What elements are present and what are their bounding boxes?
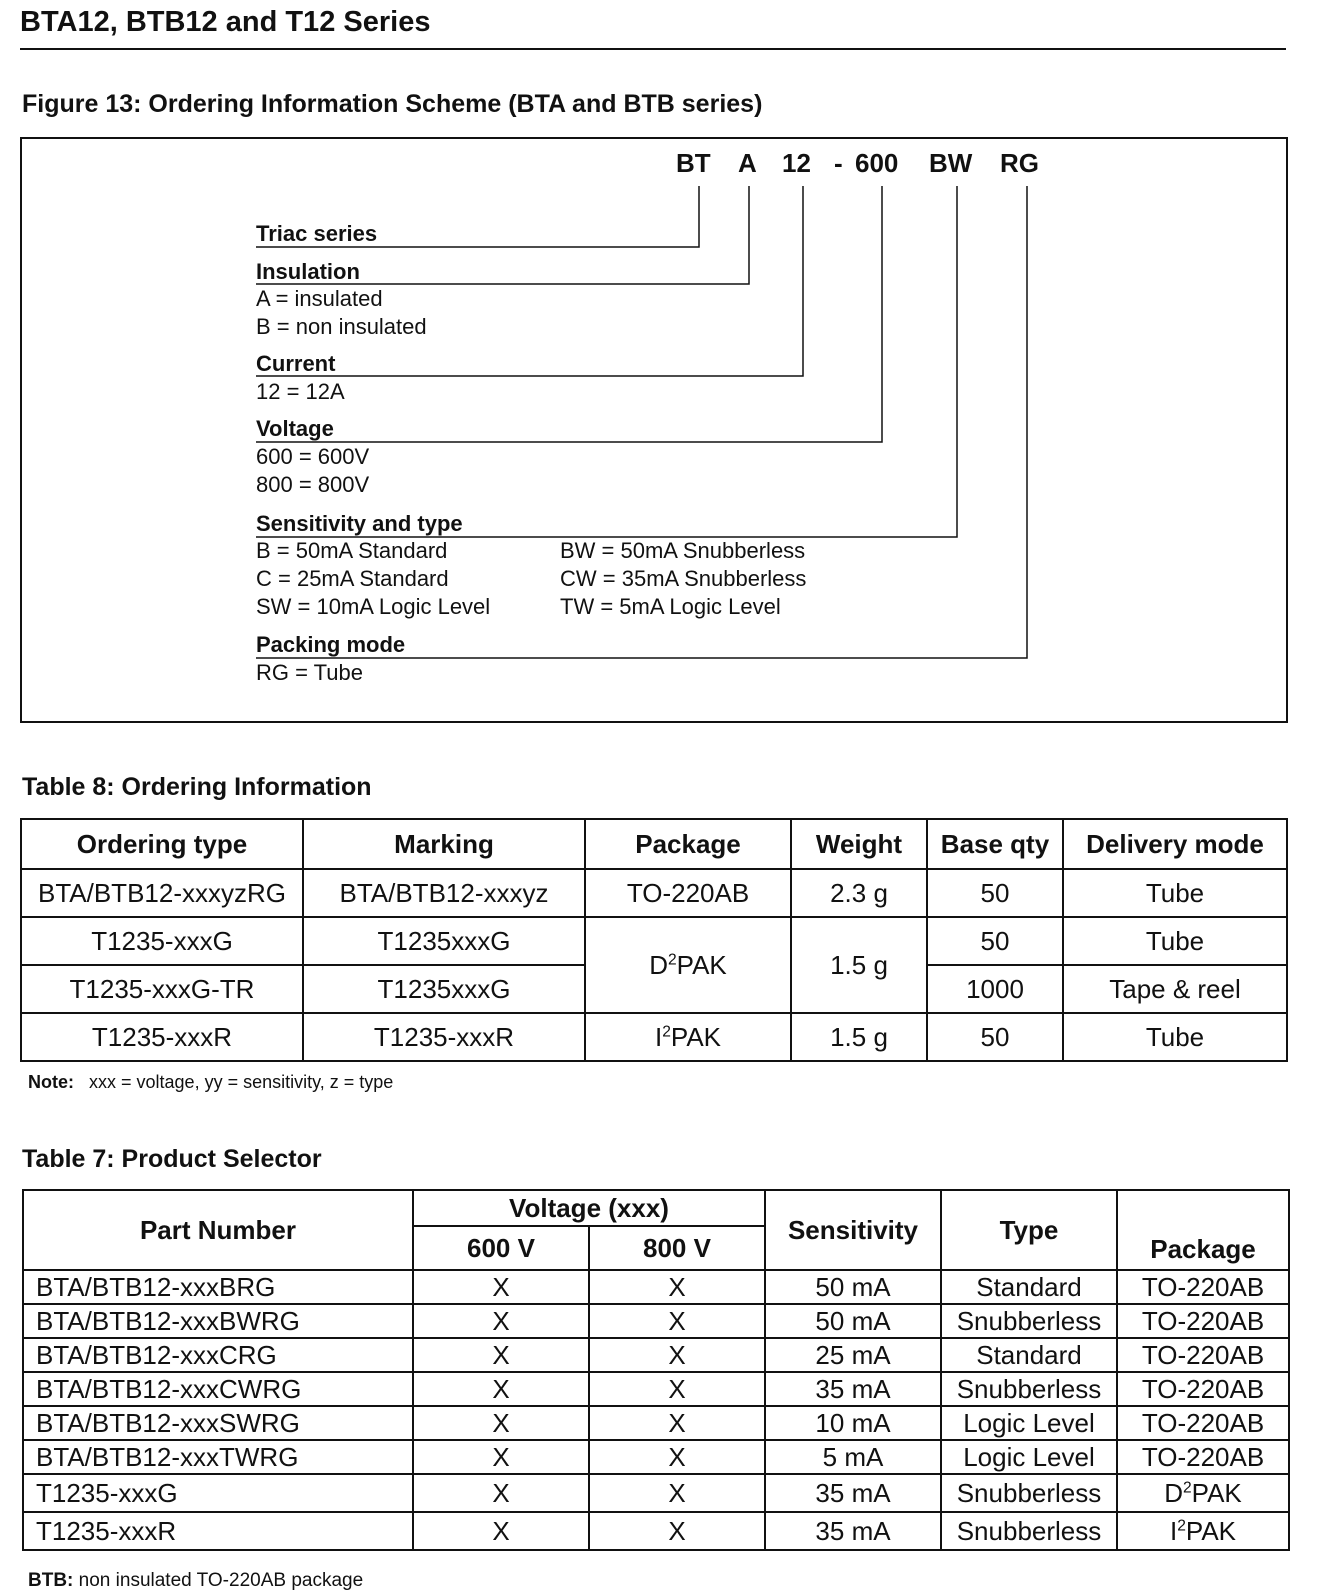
cell-type: Standard xyxy=(941,1270,1117,1304)
cell-600v: X xyxy=(413,1338,589,1372)
label-packing-mode: Packing mode xyxy=(256,632,406,657)
cell-part-number: BTA/BTB12-xxxBRG xyxy=(23,1270,413,1304)
cell-base-qty: 50 xyxy=(927,917,1063,965)
package-superscript: 2 xyxy=(667,951,677,969)
cell-type: Snubberless xyxy=(941,1372,1117,1406)
cell-600v: X xyxy=(413,1372,589,1406)
cell-part-number: BTA/BTB12-xxxTWRG xyxy=(23,1440,413,1474)
table-row xyxy=(21,917,1287,965)
package-text: PAK xyxy=(676,949,727,980)
col-weight: Weight xyxy=(791,819,927,869)
cell-delivery-mode: Tube xyxy=(1063,1013,1287,1061)
package-superscript: 2 xyxy=(1177,1517,1186,1535)
code-rg: RG xyxy=(1000,148,1039,178)
cell-delivery-mode: Tape & reel xyxy=(1063,965,1287,1013)
cell-base-qty: 50 xyxy=(927,1013,1063,1061)
cell-800v: X xyxy=(589,1512,765,1550)
cell-800v: X xyxy=(589,1338,765,1372)
cell-800v: X xyxy=(589,1474,765,1512)
cell-sensitivity: 5 mA xyxy=(765,1440,941,1474)
cell-part-number: T1235-xxxR xyxy=(23,1512,413,1550)
package-text: PAK xyxy=(1185,1516,1237,1546)
voltage-value-600: 600 = 600V xyxy=(256,444,370,469)
cell-marking: T1235xxxG xyxy=(303,965,585,1013)
cell-package xyxy=(1117,1512,1289,1550)
table-row xyxy=(23,1270,1289,1304)
packing-value: RG = Tube xyxy=(256,660,364,685)
package-superscript: 2 xyxy=(1182,1479,1192,1497)
sensitivity-b: B = 50mA Standard xyxy=(256,538,448,563)
table-row xyxy=(21,869,1287,917)
cell-type: Snubberless xyxy=(941,1512,1117,1550)
cell-600v: X xyxy=(413,1474,589,1512)
cell-ordering-type: T1235-xxxR xyxy=(21,1013,303,1061)
cell-sensitivity: 50 mA xyxy=(765,1270,941,1304)
sensitivity-tw: TW = 5mA Logic Level xyxy=(560,594,781,619)
note-label: Note: xyxy=(28,1072,74,1092)
figure-title: Figure 13: Ordering Information Scheme (BTA and BTB series) xyxy=(22,90,763,118)
cell-800v: X xyxy=(589,1270,765,1304)
cell-sensitivity: 50 mA xyxy=(765,1304,941,1338)
sensitivity-bw: BW = 50mA Snubberless xyxy=(560,538,806,563)
cell-part-number: BTA/BTB12-xxxCRG xyxy=(23,1338,413,1372)
cell-marking: T1235-xxxR xyxy=(303,1013,585,1061)
table7-title: Table 7: Product Selector xyxy=(22,1145,322,1173)
cell-base-qty: 50 xyxy=(927,869,1063,917)
cell-600v: X xyxy=(413,1406,589,1440)
cell-package: TO-220AB xyxy=(1117,1338,1289,1372)
cell-type: Logic Level xyxy=(941,1406,1117,1440)
table-row xyxy=(23,1372,1289,1406)
cell-weight: 2.3 g xyxy=(791,869,927,917)
table8-note xyxy=(28,1072,393,1093)
label-triac-series: Triac series xyxy=(256,221,378,246)
package-text: PAK xyxy=(670,1021,722,1052)
cell-marking: T1235xxxG xyxy=(303,917,585,965)
table7-header-row-1 xyxy=(23,1190,1289,1226)
cell-600v: X xyxy=(413,1440,589,1474)
col-delivery-mode: Delivery mode xyxy=(1063,819,1287,869)
cell-part-number: T1235-xxxG xyxy=(23,1474,413,1512)
cell-type: Snubberless xyxy=(941,1474,1117,1512)
cell-marking: BTA/BTB12-xxxyz xyxy=(303,869,585,917)
cell-600v: X xyxy=(413,1304,589,1338)
label-sensitivity: Sensitivity and type xyxy=(256,511,463,536)
table-row xyxy=(23,1304,1289,1338)
cell-sensitivity: 10 mA xyxy=(765,1406,941,1440)
cell-600v: X xyxy=(413,1512,589,1550)
col-800v: 800 V xyxy=(589,1226,765,1270)
footnote-text: non insulated TO-220AB package xyxy=(78,1570,364,1591)
label-insulation: Insulation xyxy=(256,259,360,284)
sensitivity-cw: CW = 35mA Snubberless xyxy=(560,566,807,591)
col-marking: Marking xyxy=(303,819,585,869)
cell-sensitivity: 35 mA xyxy=(765,1474,941,1512)
table-row xyxy=(23,1512,1289,1550)
cell-weight: 1.5 g xyxy=(791,1013,927,1061)
cell-800v: X xyxy=(589,1304,765,1338)
current-value: 12 = 12A xyxy=(256,379,345,404)
cell-weight: 1.5 g xyxy=(791,917,927,1013)
cell-package: TO-220AB xyxy=(1117,1406,1289,1440)
cell-delivery-mode: Tube xyxy=(1063,869,1287,917)
cell-ordering-type: T1235-xxxG-TR xyxy=(21,965,303,1013)
table-row xyxy=(21,1013,1287,1061)
table-row xyxy=(23,1338,1289,1372)
cell-sensitivity: 35 mA xyxy=(765,1372,941,1406)
cell-ordering-type: BTA/BTB12-xxxyzRG xyxy=(21,869,303,917)
voltage-value-800: 800 = 800V xyxy=(256,472,370,497)
col-package: Package xyxy=(585,819,791,869)
cell-part-number: BTA/BTB12-xxxBWRG xyxy=(23,1304,413,1338)
cell-package: TO-220AB xyxy=(1117,1440,1289,1474)
cell-ordering-type: T1235-xxxG xyxy=(21,917,303,965)
col-type: Type xyxy=(941,1190,1117,1270)
package-text: D xyxy=(1164,1478,1183,1508)
note-text: xxx = voltage, yy = sensitivity, z = type xyxy=(89,1072,394,1092)
code-12: 12 xyxy=(782,148,811,178)
cell-800v: X xyxy=(589,1440,765,1474)
document-header-title: BTA12, BTB12 and T12 Series xyxy=(20,6,431,38)
cell-type: Logic Level xyxy=(941,1440,1117,1474)
col-part-number: Part Number xyxy=(23,1190,413,1270)
cell-800v: X xyxy=(589,1406,765,1440)
product-selector-table xyxy=(22,1189,1290,1551)
code-dash: - xyxy=(834,148,843,178)
table-row xyxy=(23,1440,1289,1474)
label-current: Current xyxy=(256,351,336,376)
table-row xyxy=(23,1406,1289,1440)
package-text: PAK xyxy=(1191,1478,1242,1508)
cell-package xyxy=(585,1013,791,1061)
footnote-label: BTB: xyxy=(28,1570,74,1591)
package-superscript: 2 xyxy=(662,1023,671,1041)
label-voltage: Voltage xyxy=(256,416,334,441)
col-ordering-type: Ordering type xyxy=(21,819,303,869)
cell-package: TO-220AB xyxy=(1117,1372,1289,1406)
package-text: I xyxy=(1169,1516,1178,1546)
cell-800v: X xyxy=(589,1372,765,1406)
cell-type: Snubberless xyxy=(941,1304,1117,1338)
table8-title: Table 8: Ordering Information xyxy=(22,773,372,801)
ordering-info-table xyxy=(20,818,1288,1062)
code-bw: BW xyxy=(929,148,973,178)
table7-footnote xyxy=(28,1570,363,1592)
cell-package xyxy=(1117,1474,1289,1512)
cell-type: Standard xyxy=(941,1338,1117,1372)
insulation-value-b: B = non insulated xyxy=(256,314,427,339)
cell-package: TO-220AB xyxy=(585,869,791,917)
cell-delivery-mode: Tube xyxy=(1063,917,1287,965)
table8-header-row xyxy=(21,819,1287,869)
package-text: I xyxy=(654,1021,663,1052)
cell-part-number: BTA/BTB12-xxxSWRG xyxy=(23,1406,413,1440)
code-a: A xyxy=(738,148,757,178)
ordering-scheme-diagram xyxy=(0,0,1323,720)
table-row xyxy=(23,1474,1289,1512)
cell-package: TO-220AB xyxy=(1117,1270,1289,1304)
insulation-value-a: A = insulated xyxy=(256,286,383,311)
col-voltage-group: Voltage (xxx) xyxy=(413,1190,765,1226)
cell-part-number: BTA/BTB12-xxxCWRG xyxy=(23,1372,413,1406)
cell-package: TO-220AB xyxy=(1117,1304,1289,1338)
code-600: 600 xyxy=(855,148,899,178)
cell-sensitivity: 35 mA xyxy=(765,1512,941,1550)
col-package: Package xyxy=(1117,1190,1289,1270)
col-sensitivity: Sensitivity xyxy=(765,1190,941,1270)
col-base-qty: Base qty xyxy=(927,819,1063,869)
code-bt: BT xyxy=(676,148,711,178)
cell-600v: X xyxy=(413,1270,589,1304)
cell-package xyxy=(585,917,791,1013)
cell-sensitivity: 25 mA xyxy=(765,1338,941,1372)
package-text: D xyxy=(649,949,668,980)
sensitivity-sw: SW = 10mA Logic Level xyxy=(256,594,491,619)
cell-base-qty: 1000 xyxy=(927,965,1063,1013)
sensitivity-c: C = 25mA Standard xyxy=(256,566,449,591)
col-600v: 600 V xyxy=(413,1226,589,1270)
